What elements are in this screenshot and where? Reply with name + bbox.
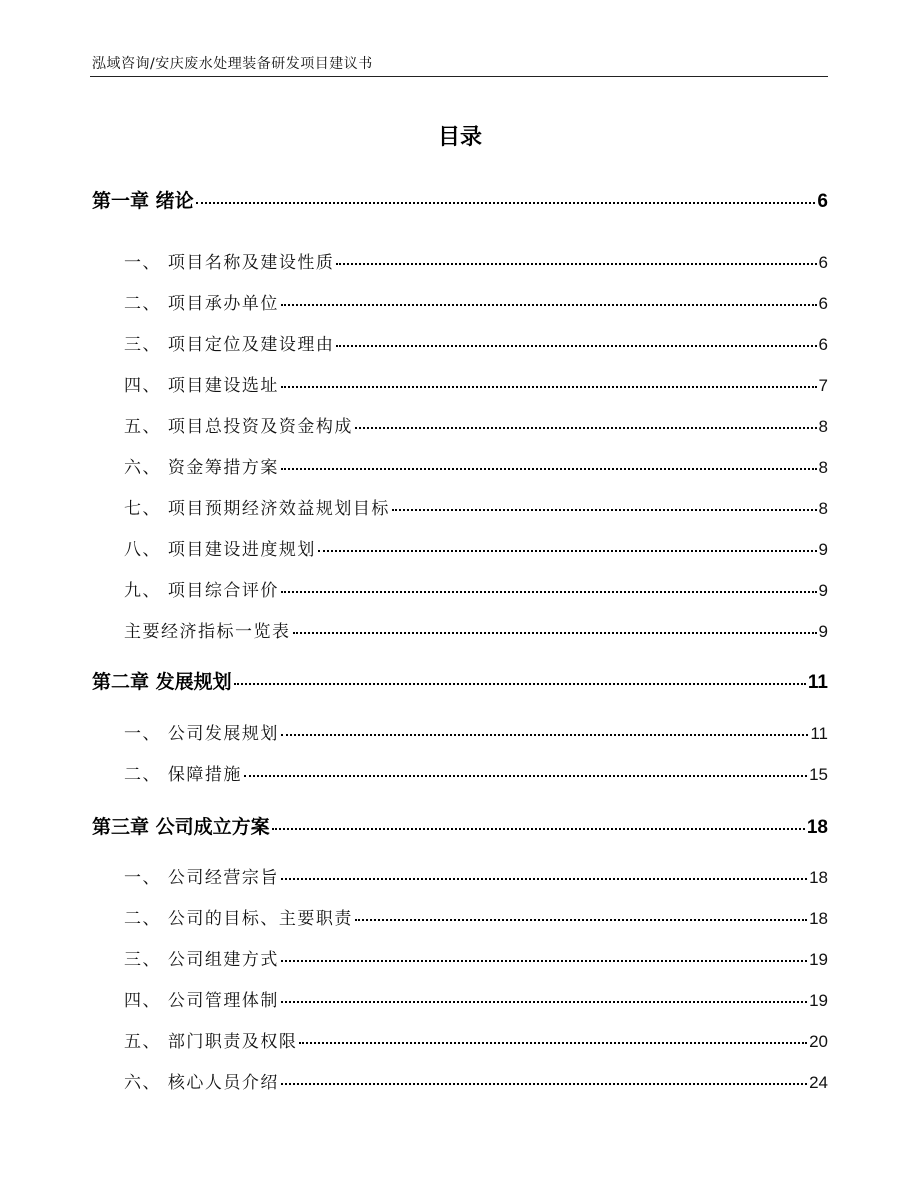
- toc-section-entry[interactable]: [124, 289, 828, 314]
- toc-entry-label: 一、 公司经营宗旨: [124, 868, 279, 888]
- toc-section-entry[interactable]: [124, 719, 828, 744]
- toc-entry-label: 九、 项目综合评价: [124, 581, 279, 601]
- toc-section-entry[interactable]: [124, 576, 828, 601]
- toc-chapter-entry[interactable]: [92, 186, 828, 213]
- toc-entry-label: 五、 项目总投资及资金构成: [124, 417, 353, 437]
- toc-page-number: 6: [818, 294, 828, 313]
- toc-section-entry[interactable]: [124, 494, 828, 519]
- toc-page-number: 8: [818, 417, 828, 436]
- toc-entry-label: 主要经济指标一览表: [124, 622, 291, 642]
- toc-section-entry[interactable]: [124, 535, 828, 560]
- toc-section-entry[interactable]: [124, 248, 828, 273]
- toc-page-number: 8: [818, 499, 828, 518]
- dot-leader: [281, 722, 808, 739]
- toc-chapter-entry[interactable]: [92, 812, 828, 839]
- toc-title: 目录: [437, 125, 482, 150]
- toc-entry-label: 第二章 发展规划: [92, 671, 232, 693]
- toc-page-number: 6: [817, 191, 828, 212]
- toc-section-entry[interactable]: [124, 371, 828, 396]
- toc-page-number: 20: [809, 1032, 828, 1051]
- toc-entry-label: 一、 项目名称及建设性质: [124, 253, 335, 273]
- toc-section-entry[interactable]: [124, 986, 828, 1011]
- dot-leader: [196, 188, 816, 207]
- toc-page-number: 11: [807, 672, 828, 693]
- toc-entry-label: 六、 资金筹措方案: [124, 458, 279, 478]
- toc-entry-label: 三、 公司组建方式: [124, 950, 279, 970]
- toc-section-entry[interactable]: [124, 760, 828, 785]
- toc-page-number: 18: [809, 868, 828, 887]
- toc-chapter-entry[interactable]: [92, 667, 828, 694]
- dot-leader: [244, 763, 807, 780]
- toc-entry-label: 二、 项目承办单位: [124, 294, 279, 314]
- dot-leader: [281, 374, 817, 391]
- dot-leader: [272, 814, 805, 833]
- toc-page-number: 19: [809, 991, 828, 1010]
- toc-section-entry[interactable]: [124, 453, 828, 478]
- toc-section-entry[interactable]: [124, 904, 828, 929]
- dot-leader: [293, 620, 817, 637]
- toc-page-number: 18: [806, 817, 828, 838]
- dot-leader: [336, 251, 816, 268]
- toc-section-entry[interactable]: [124, 412, 828, 437]
- dot-leader: [392, 497, 817, 514]
- dot-leader: [281, 579, 817, 596]
- toc-entry-label: 六、 核心人员介绍: [124, 1073, 279, 1093]
- dot-leader: [281, 866, 807, 883]
- toc-page-number: 24: [809, 1073, 828, 1092]
- toc-section-entry[interactable]: [124, 1027, 828, 1052]
- dot-leader: [355, 415, 817, 432]
- dot-leader: [281, 948, 807, 965]
- toc-entry-label: 五、 部门职责及权限: [124, 1032, 298, 1052]
- dot-leader: [281, 989, 807, 1006]
- toc-page-number: 9: [818, 622, 828, 641]
- toc-entry-label: 第三章 公司成立方案: [92, 816, 270, 838]
- toc-section-entry[interactable]: [124, 945, 828, 970]
- dot-leader: [355, 907, 807, 924]
- dot-leader: [281, 292, 817, 309]
- toc-page-number: 6: [818, 335, 828, 354]
- toc-page-number: 7: [818, 376, 828, 395]
- toc-page-number: 19: [809, 950, 828, 969]
- dot-leader: [234, 669, 806, 688]
- toc-section-entry[interactable]: [124, 1068, 828, 1093]
- toc-entry-label: 四、 项目建设选址: [124, 376, 279, 396]
- dot-leader: [281, 456, 817, 473]
- toc-entry-label: 八、 项目建设进度规划: [124, 540, 316, 560]
- toc-section-entry[interactable]: [124, 863, 828, 888]
- toc-page-number: 6: [818, 253, 828, 272]
- toc-page-number: 8: [818, 458, 828, 477]
- dot-leader: [281, 1071, 807, 1088]
- dot-leader: [336, 333, 816, 350]
- toc-entry-label: 二、 保障措施: [124, 765, 242, 785]
- toc-page-number: 9: [818, 581, 828, 600]
- running-header: 泓域咨询/安庆废水处理装备研发项目建议书: [92, 56, 373, 72]
- toc-page-number: 11: [810, 724, 828, 743]
- toc-page-number: 15: [809, 765, 828, 784]
- toc-entry-label: 第一章 绪论: [92, 190, 194, 212]
- toc-entry-label: 一、 公司发展规划: [124, 724, 279, 744]
- toc-page-number: 18: [809, 909, 828, 928]
- toc-entry-label: 四、 公司管理体制: [124, 991, 279, 1011]
- toc-section-entry[interactable]: [124, 617, 828, 642]
- dot-leader: [318, 538, 817, 555]
- dot-leader: [299, 1030, 807, 1047]
- toc-entry-label: 七、 项目预期经济效益规划目标: [124, 499, 390, 519]
- toc-entry-label: 二、 公司的目标、主要职责: [124, 909, 353, 929]
- toc-section-entry[interactable]: [124, 330, 828, 355]
- toc-page-number: 9: [818, 540, 828, 559]
- toc-entry-label: 三、 项目定位及建设理由: [124, 335, 335, 355]
